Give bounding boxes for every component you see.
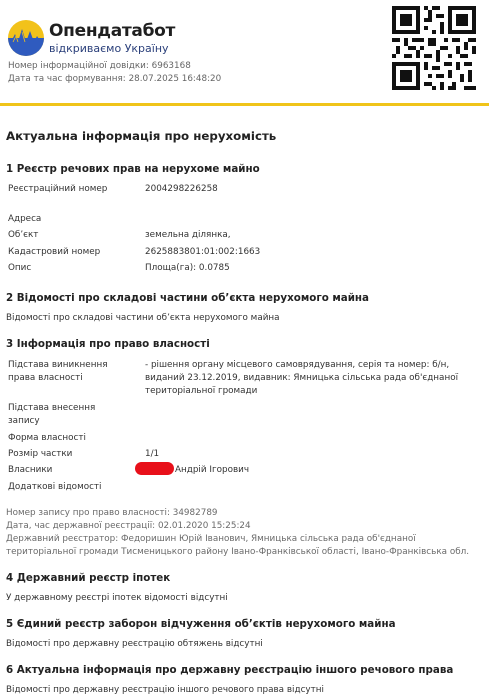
page-title: Актуальна інформація про нерухомість xyxy=(6,129,277,143)
field-label-description: Опис xyxy=(8,263,32,273)
section5-heading: 5 Єдиний реєстр заборон відчуження об’єктів нерухомого майна xyxy=(6,618,396,630)
report-date: Дата та час формування: 28.07.2025 16:48:20 xyxy=(8,74,222,84)
section4-heading: 4 Державний реєстр іпотек xyxy=(6,572,171,584)
field-value-object: земельна ділянка, xyxy=(145,230,231,240)
section2-heading: 2 Відомості про складові частини об’єкта нерухомого майна xyxy=(6,292,369,304)
section5-text: Відомості про державну реєстрацію обтяжень відсутні xyxy=(6,639,263,649)
section4-text: У державному реєстрі іпотек відомості відсутні xyxy=(6,593,228,603)
section6-text: Відомості про державну реєстрацію іншого речового права відсутні xyxy=(6,685,324,695)
section1-heading: 1 Реєстр речових прав на нерухоме майно xyxy=(6,163,260,175)
qr-code-icon xyxy=(392,6,476,90)
field-value-cadastral-number: 2625883801:01:002:1663 xyxy=(145,247,261,257)
field-label-additional-info: Додаткові відомості xyxy=(8,482,102,492)
section2-text: Відомості про складові частини об’єкта нерухомого майна xyxy=(6,313,280,323)
record-date: Дата, час державної реєстрації: 02.01.2020 15:25:24 xyxy=(6,521,251,531)
brand-tagline: відкриваємо Україну xyxy=(49,42,169,55)
section6-heading: 6 Актуальна інформація про державну реєстрацію іншого речового права xyxy=(6,664,454,676)
opendatabot-logo-icon xyxy=(8,20,44,56)
field-value-share-size: 1/1 xyxy=(145,449,160,459)
field-label-ownership-basis: Підстава виникнення права власності xyxy=(8,360,108,383)
field-value-owners: Андрій Ігорович xyxy=(175,465,250,475)
section3-heading: 3 Інформація про право власності xyxy=(6,338,210,350)
brand-name: Опендатабот xyxy=(49,21,176,41)
field-value-registration-number: 2004298226258 xyxy=(145,184,218,194)
field-label-address: Адреса xyxy=(8,214,42,224)
field-label-share-size: Розмір частки xyxy=(8,449,73,459)
field-label-cadastral-number: Кадастровий номер xyxy=(8,247,101,257)
field-value-ownership-basis: - рішення органу місцевого самоврядування, серія та номер: б/н, виданий 23.12.2019, видавник: Ямницька сільська рада об'єднаної територіальної громади xyxy=(145,360,459,396)
field-label-owners: Власники xyxy=(8,465,53,475)
field-label-registration-number: Реєстраційний номер xyxy=(8,184,108,194)
field-value-description: Площа(га): 0.0785 xyxy=(145,263,230,273)
report-number: Номер інформаційної довідки: 6963168 xyxy=(8,61,191,71)
field-label-object: Об’єкт xyxy=(8,230,39,240)
registrar-info: Державний реєстратор: Федоришин Юрій Іванович, Ямницька сільська рада об'єднаної територіальної громади Тисменицького району Івано-Франківської області, Івано-Франківська обл. xyxy=(6,534,470,557)
field-label-ownership-form: Форма власності xyxy=(8,433,86,443)
header-divider xyxy=(0,103,489,106)
field-label-record-basis: Підстава внесення запису xyxy=(8,403,96,426)
redaction-mark xyxy=(135,462,174,475)
record-number: Номер запису про право власності: 34982789 xyxy=(6,508,218,518)
